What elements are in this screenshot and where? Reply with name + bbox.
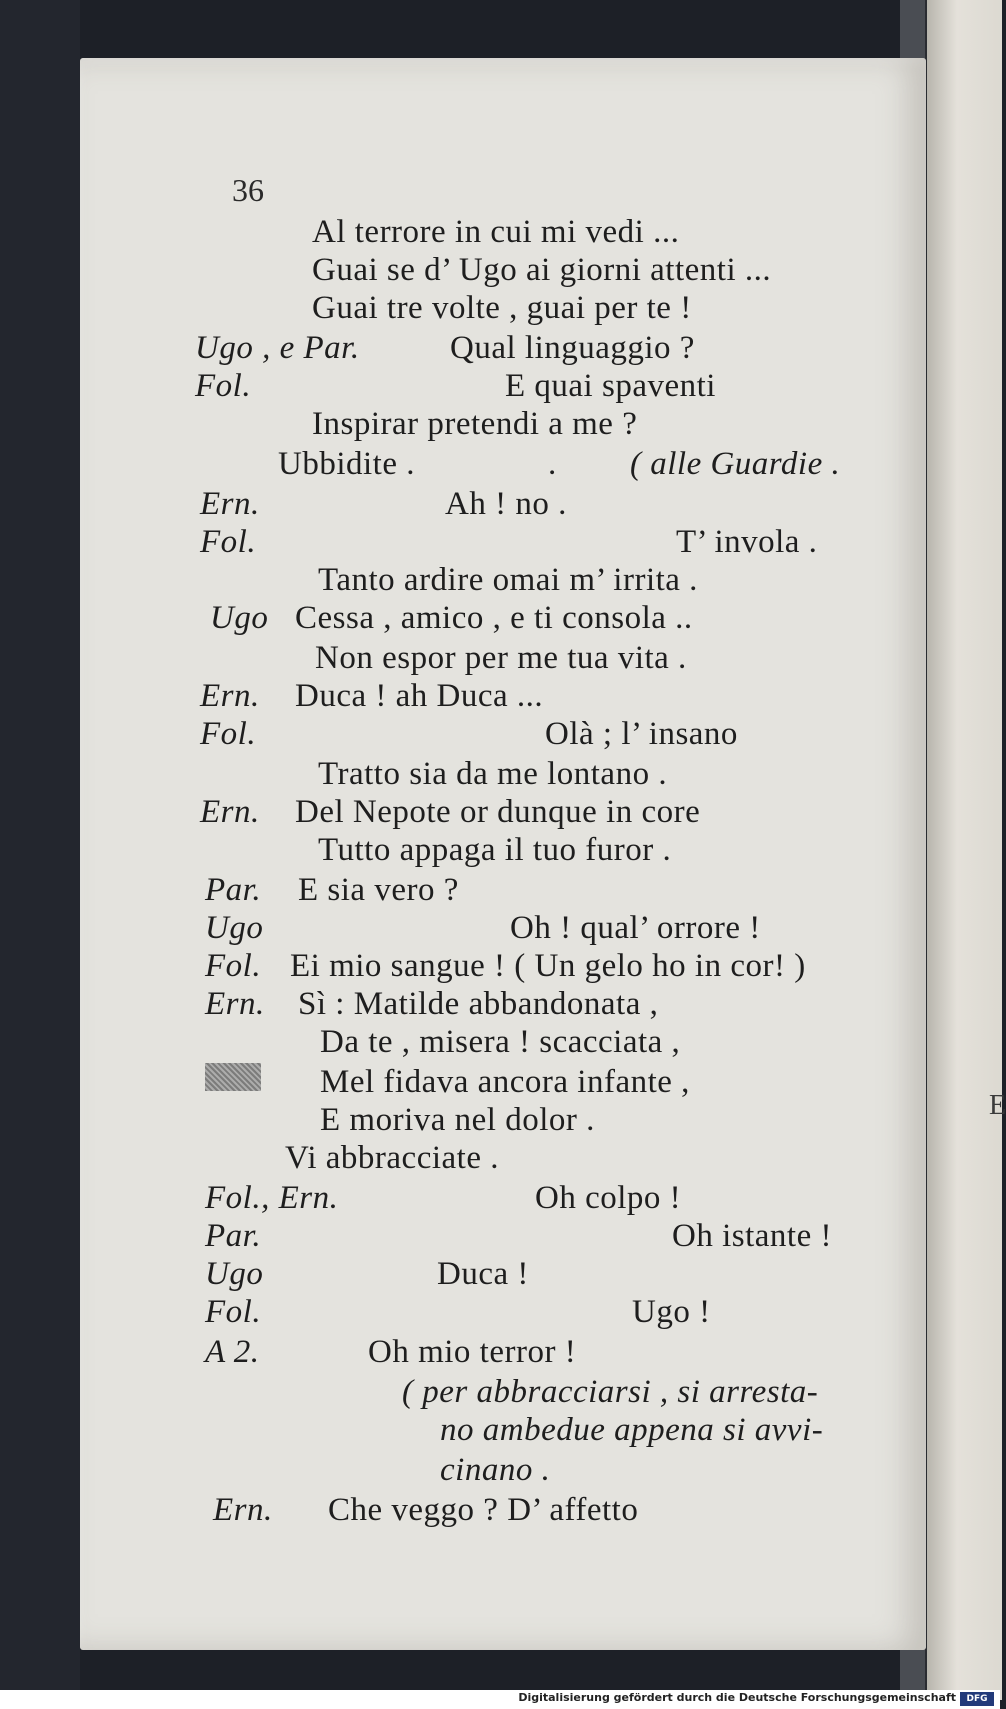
speaker-label: Ugo <box>210 600 269 636</box>
speaker-label: Ern. <box>200 486 260 522</box>
speaker-label: A 2. <box>205 1334 260 1370</box>
speaker-label: Ugo <box>205 1256 264 1292</box>
verse-line: Tutto appaga il tuo furor . <box>318 832 672 868</box>
verse-line: Tratto sia da me lontano . <box>318 756 668 792</box>
verse-line: Oh istante ! <box>672 1218 832 1254</box>
speaker-label: Fol. <box>200 524 257 560</box>
verse-line: Ei mio sangue ! ( Un gelo ho in cor! ) <box>290 948 806 984</box>
verse-line: Cessa , amico , e ti consola .. <box>295 600 693 636</box>
speaker-label: Fol., Ern. <box>205 1180 339 1216</box>
verse-line: Tanto ardire omai m’ irrita . <box>318 562 698 598</box>
adjacent-page-edge <box>925 0 1006 1700</box>
speaker-label: Fol. <box>195 368 252 404</box>
speaker-label: Par. <box>205 1218 262 1254</box>
speaker-label: Fol. <box>205 1294 262 1330</box>
speaker-label: Ern. <box>200 678 260 714</box>
page-number: 36 <box>232 172 264 208</box>
verse-line: E sia vero ? <box>298 872 459 908</box>
verse-line: Mel fidava ancora infante , <box>320 1064 690 1100</box>
verse-line: Che veggo ? D’ affetto <box>328 1492 639 1528</box>
verse-line: Sì : Matilde abbandonata , <box>298 986 659 1022</box>
verse-line: Inspirar pretendi a me ? <box>312 406 638 442</box>
verse-line: Duca ! ah Duca ... <box>295 678 544 714</box>
stage-direction: ( per abbracciarsi , si arresta- <box>402 1374 819 1410</box>
speaker-label: Fol. <box>205 948 262 984</box>
verse-line: Oh mio terror ! <box>368 1334 577 1370</box>
adjacent-page-glyph: E <box>989 1090 1006 1121</box>
speaker-label: Par. <box>205 872 262 908</box>
verse-line: E moriva nel dolor . <box>320 1102 595 1138</box>
verse-line: Guai tre volte , guai per te ! <box>312 290 692 326</box>
speaker-label: Ern. <box>200 794 260 830</box>
verse-line: Oh colpo ! <box>535 1180 682 1216</box>
verse-line: Olà ; l’ insano <box>545 716 738 752</box>
verse-line: Qual linguaggio ? <box>450 330 695 366</box>
stage-direction: ( alle Guardie . <box>630 446 841 482</box>
verse-line: Non espor per me tua vita . <box>315 640 687 676</box>
speaker-label: Ern. <box>205 986 265 1022</box>
stage-dot: . <box>548 446 557 482</box>
verse-line: Oh ! qual’ orrore ! <box>510 910 761 946</box>
verse-line: Da te , misera ! scacciata , <box>320 1024 681 1060</box>
speaker-label: Ern. <box>213 1492 273 1528</box>
speaker-label: Fol. <box>200 716 257 752</box>
verse-line: Ubbidite . <box>278 446 415 482</box>
scan-background-left <box>0 0 80 1709</box>
verse-line: Vi abbracciate . <box>285 1140 499 1176</box>
verse-line: Del Nepote or dunque in core <box>295 794 701 830</box>
verse-line: Guai se d’ Ugo ai giorni attenti ... <box>312 252 772 288</box>
verse-line: Ah ! no . <box>445 486 567 522</box>
library-stamp-icon <box>205 1063 261 1091</box>
stage-direction: no ambedue appena si avvi- <box>440 1412 824 1448</box>
stage-direction: cinano . <box>440 1452 551 1488</box>
verse-line: Ugo ! <box>632 1294 711 1330</box>
funding-credit: Digitalisierung gefördert durch die Deutsche Forschungsgemeinschaft <box>518 1691 956 1704</box>
verse-line: E quai spaventi <box>505 368 716 404</box>
verse-line: Duca ! <box>437 1256 529 1292</box>
dfg-logo: DFG <box>960 1692 994 1706</box>
verse-line: Al terrore in cui mi vedi ... <box>312 214 680 250</box>
speaker-label: Ugo <box>205 910 264 946</box>
verse-line: T’ invola . <box>676 524 818 560</box>
speaker-label: Ugo , e Par. <box>195 330 360 366</box>
